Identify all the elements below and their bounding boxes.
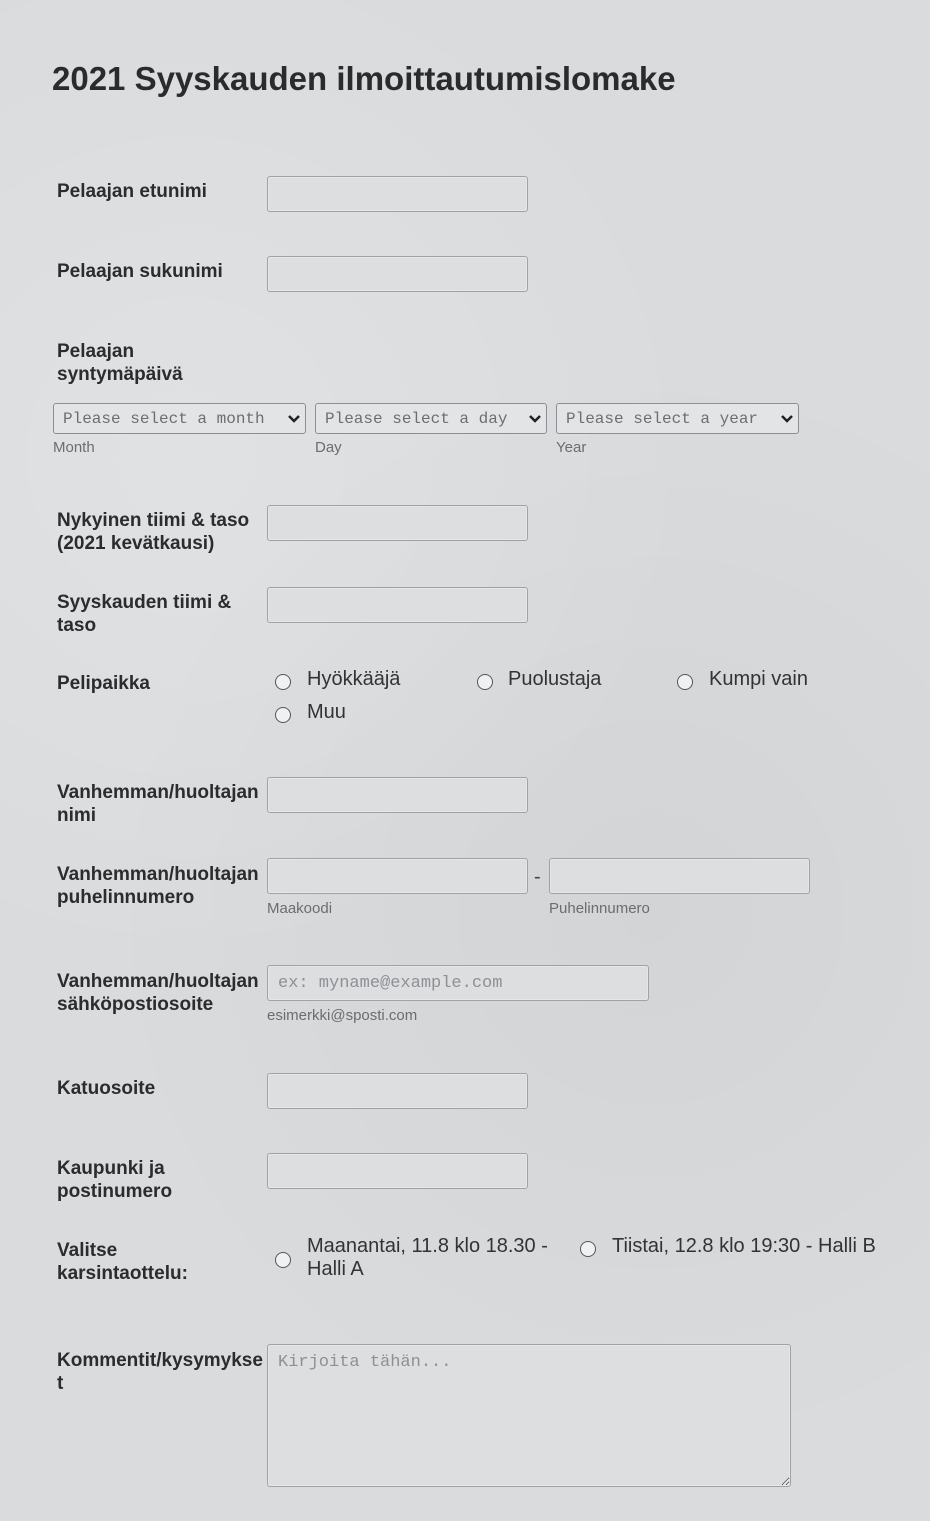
page-title: 2021 Syyskauden ilmoittautumislomake bbox=[52, 60, 676, 97]
radio-button[interactable] bbox=[275, 707, 291, 723]
comments-label: Kommentit/kysymykset bbox=[57, 1350, 263, 1394]
chevron-down-icon bbox=[780, 414, 794, 424]
phone-area-code-sub-label: Maakoodi bbox=[267, 900, 333, 917]
fall-team-label: Syyskauden tiimi & taso bbox=[57, 592, 232, 636]
position-option-label: Muu bbox=[307, 701, 346, 723]
street-label: Katuosoite bbox=[57, 1078, 156, 1099]
parent-email-label: Vanhemman/huoltajan sähköpostiosoite bbox=[57, 971, 259, 1015]
radio-button[interactable] bbox=[275, 1252, 291, 1268]
position-option-muu[interactable] bbox=[275, 701, 346, 724]
day-select-value: Please select a day bbox=[325, 409, 508, 428]
year-select[interactable] bbox=[556, 403, 799, 434]
position-option-label: Hyökkääjä bbox=[307, 668, 401, 690]
city-input[interactable] bbox=[267, 1153, 528, 1189]
position-option-puolustaja[interactable] bbox=[477, 668, 601, 691]
tryout-option-label: Tiistai, 12.8 klo 19:30 - Halli B bbox=[612, 1235, 876, 1257]
phone-number-input[interactable] bbox=[549, 858, 810, 894]
year-select-value: Please select a year bbox=[566, 409, 759, 428]
email-field[interactable] bbox=[267, 965, 649, 1001]
tryout-option-monday[interactable] bbox=[275, 1235, 562, 1281]
parent-name-label: Vanhemman/huoltajan nimi bbox=[57, 782, 259, 826]
year-sub-label: Year bbox=[556, 439, 587, 456]
radio-button[interactable] bbox=[580, 1241, 596, 1257]
month-sub-label: Month bbox=[53, 439, 95, 456]
radio-button[interactable] bbox=[677, 674, 693, 690]
day-sub-label: Day bbox=[315, 439, 342, 456]
tryout-label: Valitse karsintaottelu: bbox=[57, 1240, 188, 1284]
radio-button[interactable] bbox=[477, 674, 493, 690]
radio-button[interactable] bbox=[275, 674, 291, 690]
parent-name-input[interactable] bbox=[267, 777, 528, 813]
last-name-label: Pelaajan sukunimi bbox=[57, 261, 223, 282]
month-select[interactable] bbox=[53, 403, 306, 434]
first-name-label: Pelaajan etunimi bbox=[57, 181, 207, 202]
chevron-down-icon bbox=[287, 414, 301, 424]
chevron-down-icon bbox=[528, 414, 542, 424]
phone-separator: - bbox=[534, 866, 541, 888]
street-input[interactable] bbox=[267, 1073, 528, 1109]
current-team-label: Nykyinen tiimi & taso (2021 kevätkausi) bbox=[57, 510, 250, 554]
email-sub-label: esimerkki@sposti.com bbox=[267, 1007, 418, 1024]
tryout-option-tuesday[interactable] bbox=[580, 1235, 876, 1258]
phone-area-code-input[interactable] bbox=[267, 858, 528, 894]
fall-team-input[interactable] bbox=[267, 587, 528, 623]
parent-phone-label: Vanhemman/huoltajan puhelinnumero bbox=[57, 864, 259, 908]
position-label: Pelipaikka bbox=[57, 673, 150, 694]
position-option-hyokkaaja[interactable] bbox=[275, 668, 400, 691]
tryout-option-label: Maanantai, 11.8 klo 18.30 - Halli A bbox=[307, 1235, 548, 1280]
first-name-input[interactable] bbox=[267, 176, 528, 212]
month-select-value: Please select a month bbox=[63, 409, 265, 428]
last-name-input[interactable] bbox=[267, 256, 528, 292]
comments-textarea[interactable] bbox=[267, 1344, 791, 1487]
phone-number-sub-label: Puhelinnumero bbox=[549, 900, 650, 917]
position-option-kumpi-vain[interactable] bbox=[677, 668, 808, 691]
position-option-label: Puolustaja bbox=[508, 668, 602, 690]
birthdate-label: Pelaajan syntymäpäivä bbox=[57, 341, 183, 385]
position-option-label: Kumpi vain bbox=[709, 668, 808, 690]
city-label: Kaupunki ja postinumero bbox=[57, 1158, 173, 1202]
current-team-input[interactable] bbox=[267, 505, 528, 541]
day-select[interactable] bbox=[315, 403, 547, 434]
